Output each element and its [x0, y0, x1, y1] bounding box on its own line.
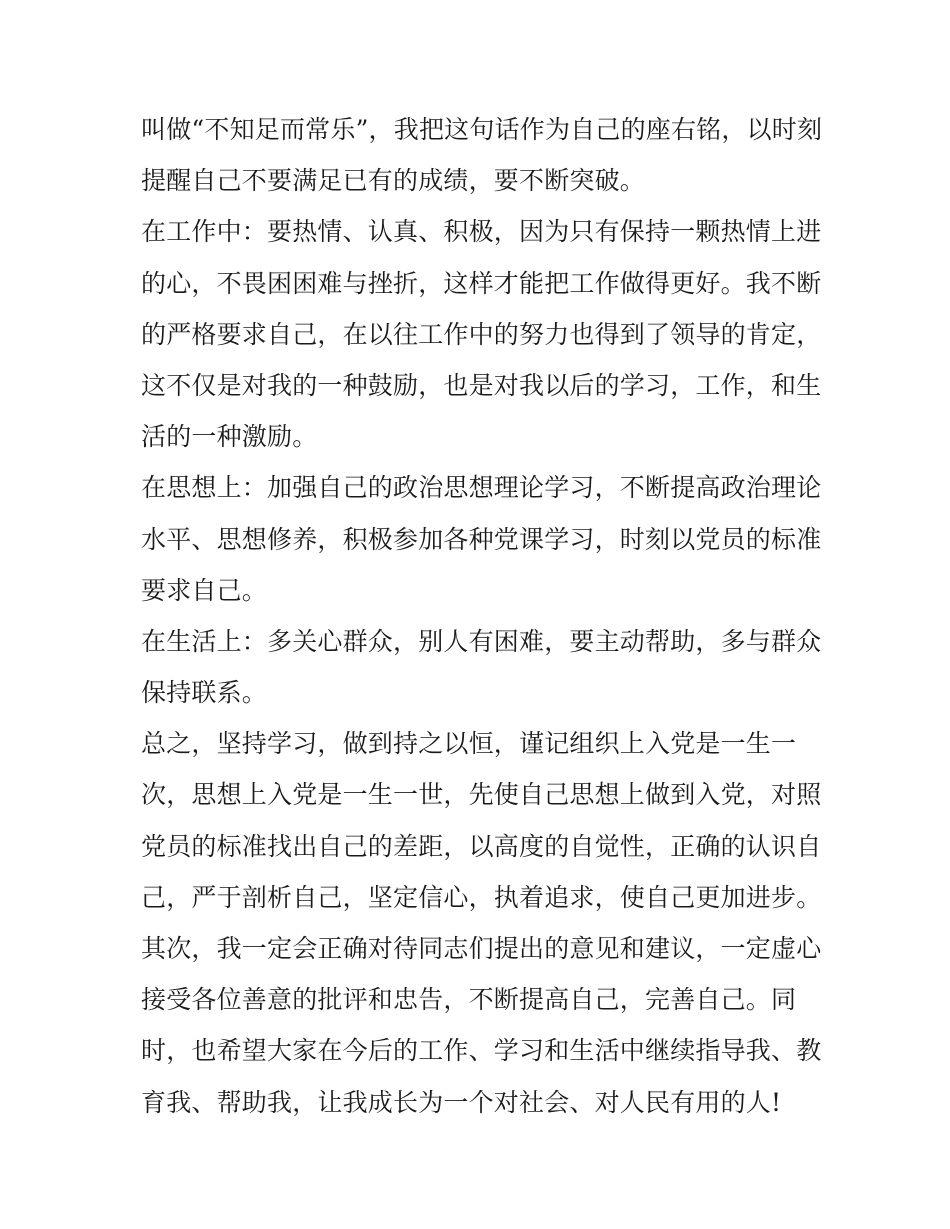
- text-line: 活的一种激励。: [141, 422, 318, 452]
- text-line: 时，也希望大家在今后的工作、学习和生活中继续指导我、教: [141, 1036, 822, 1066]
- text-line: 的严格要求自己，在以往工作中的努力也得到了领导的肯定，: [141, 319, 822, 349]
- text-line: 次，思想上入党是一生一世，先使自己思想上做到入党，对照: [141, 780, 822, 810]
- text-line: 水平、思想修养，积极参加各种党课学习，时刻以党员的标准: [141, 524, 822, 554]
- text-line: 要求自己。: [141, 575, 268, 605]
- text-line: 在工作中：要热情、认真、积极，因为只有保持一颗热情上进: [141, 217, 822, 247]
- text-line: 接受各位善意的批评和忠告，不断提高自己，完善自己。同: [141, 985, 797, 1015]
- text-line: 其次，我一定会正确对待同志们提出的意见和建议，一定虚心: [141, 934, 822, 963]
- text-line: 提醒自己不要满足已有的成绩，要不断突破。: [141, 166, 646, 196]
- text-line: 叫做“不知足而常乐”，我把这句话作为自己的座右铭，以时刻: [141, 115, 823, 144]
- text-line: 育我、帮助我，让我成长为一个对社会、对人民有用的人!: [141, 1087, 782, 1117]
- text-line: 己，严于剖析自己，坚定信心，执着追求，使自己更加进步。: [141, 882, 822, 912]
- text-line: 这不仅是对我的一种鼓励，也是对我以后的学习，工作，和生: [141, 370, 822, 400]
- text-line: 在生活上：多关心群众，别人有困难，要主动帮助，多与群众: [141, 626, 822, 656]
- text-line: 的心，不畏困困难与挫折，这样才能把工作做得更好。我不断: [141, 268, 822, 298]
- text-line: 在思想上：加强自己的政治思想理论学习，不断提高政治理论: [141, 473, 822, 503]
- text-line: 总之，坚持学习，做到持之以恒，谨记组织上入党是一生一: [141, 729, 797, 759]
- document-body: [141, 104, 821, 1128]
- text-line: 党员的标准找出自己的差距，以高度的自觉性，正确的认识自: [141, 831, 822, 861]
- text-line: 保持联系。: [141, 678, 268, 708]
